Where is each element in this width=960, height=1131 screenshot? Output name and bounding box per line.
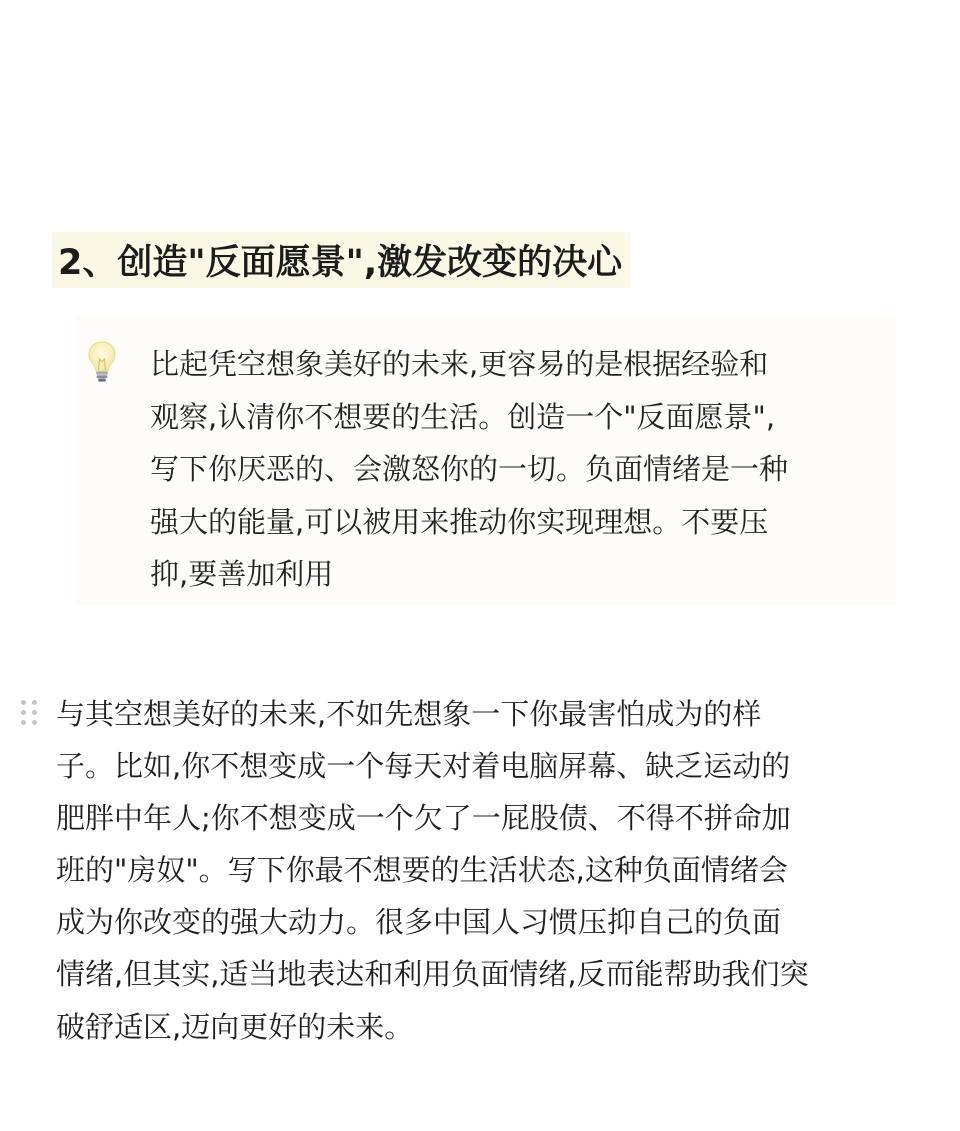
paragraph-line: 肥胖中年人;你不想变成一个欠了一屁股债、不得不拼命加 bbox=[56, 801, 791, 836]
paragraph-line: 成为你改变的强大动力。很多中国人习惯压抑自己的负面 bbox=[56, 905, 782, 940]
body-paragraph bbox=[56, 688, 809, 1053]
callout-line: 比起凭空想象美好的未来,更容易的是根据经验和 bbox=[150, 347, 769, 381]
callout-line: 观察,认清你不想要的生活。创造一个"反面愿景", bbox=[150, 399, 776, 434]
callout-line: 写下你厌恶的、会激怒你的一切。负面情绪是一种 bbox=[150, 452, 789, 487]
paragraph-line: 破舒适区,迈向更好的未来。 bbox=[56, 1009, 414, 1044]
callout-text bbox=[150, 338, 788, 601]
paragraph-line: 与其空想美好的未来,不如先想象一下你最害怕成为的样 bbox=[56, 697, 762, 731]
callout-block bbox=[76, 316, 896, 606]
paragraph-line: 子。比如,你不想变成一个每天对着电脑屏幕、缺乏运动的 bbox=[56, 749, 791, 784]
lightbulb-icon bbox=[87, 340, 117, 384]
paragraph-line: 情绪,但其实,适当地表达和利用负面情绪,反而能帮助我们突 bbox=[56, 957, 809, 992]
paragraph-line: 班的"房奴"。写下你最不想要的生活状态,这种负面情绪会 bbox=[56, 853, 788, 888]
callout-line: 强大的能量,可以被用来推动你实现理想。不要压 bbox=[150, 504, 769, 539]
section-heading: 2、创造"反面愿景",激发改变的决心 bbox=[52, 232, 630, 288]
callout-line: 抑,要善加利用 bbox=[150, 557, 334, 592]
drag-handle-icon[interactable] bbox=[20, 699, 40, 727]
